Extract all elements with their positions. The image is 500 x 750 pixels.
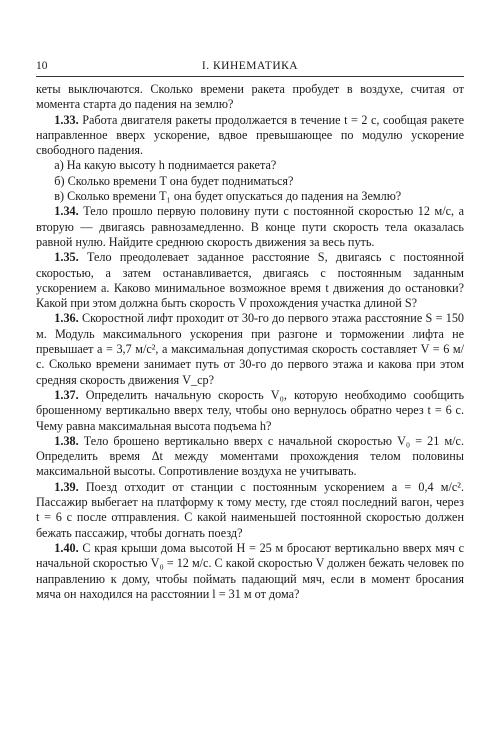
problem-number: 1.40.: [54, 540, 79, 555]
page-number: 10: [36, 60, 48, 72]
problem-1-35: 1.35. Тело преодолевает заданное расстояние S, двигаясь с постоянной скоростью, а затем останавливается, двигаясь с постоянным заданным ускорением a. Каково минимальное возможное время t движения до остановки? Какой при этом должна быть скорость V прохождения участка длиной S?: [36, 250, 464, 311]
problem-number: 1.35.: [54, 250, 79, 265]
problem-1-33-part-a: а) На какую высоту h поднимается ракета?: [54, 158, 277, 173]
problem-number: 1.39.: [54, 479, 79, 494]
problem-1-37: 1.37. Определить начальную скорость V₀, которую необходимо сообщить брошенному вертикально вверх телу, чтобы оно вернулось обратно через t = 6 с. Чему равна максимальная высота подъема h?: [36, 387, 464, 433]
problem-1-36: 1.36. Скоростной лифт проходит от 30-го до первого этажа расстояние S = 150 м. Модуль максимального ускорения при разгоне и торможении лифта не превышает a = 3,7 м/с², а максимальная допустимая скорость составляет V = 6 м/с. Сколько времени занимает путь от 30-го до первого этажа и какова при этом средняя скорость движения V_ср?: [36, 311, 465, 387]
problem-number: 1.34.: [54, 204, 79, 219]
problem-number: 1.36.: [54, 311, 79, 326]
page-content: [36, 82, 464, 602]
problem-1-33: 1.33. Работа двигателя ракеты продолжается в течение t = 2 с, сообщая ракете направленное вверх ускорение, вдвое превышающее по модулю ускорение свободного падения.: [36, 112, 465, 158]
page-header: [36, 60, 464, 77]
running-title: I. КИНЕМАТИКА: [201, 60, 299, 72]
problem-1-40: 1.40. С края крыши дома высотой H = 25 м бросают вертикально вверх мяч с начальной скоростью V₀ = 12 м/с. С какой скоростью V должен бежать человек по направлению к дому, чтобы поймать падающий мяч, если в момент бросания мяча он находился на расстоянии l = 31 м от дома?: [36, 540, 465, 601]
problem-1-39: 1.39. Поезд отходит от станции с постоянным ускорением a = 0,4 м/с². Пассажир выбегает на платформу к тому месту, где стоял последний вагон, через t = 6 с после отправления. С какой наименьшей постоянной скоростью должен бежать пассажир, чтобы догнать поезд?: [36, 479, 464, 540]
problem-1-33-part-c: в) Сколько времени T₁ она будет опускаться до падения на Землю?: [54, 189, 402, 204]
paragraph-continuation: кеты выключаются. Сколько времени ракета пробудет в воздухе, считая от момента старта до падения на землю?: [36, 82, 464, 112]
problem-1-38: 1.38. Тело брошено вертикально вверх с начальной скоростью V₀ = 21 м/с. Определить время Δt между моментами прохождения телом половины максимальной высоты. Сопротивление воздуха не учитывать.: [36, 433, 465, 479]
problem-number: 1.38.: [54, 433, 79, 448]
problem-1-33-part-b: б) Сколько времени T она будет подниматься?: [54, 173, 294, 188]
problem-number: 1.33.: [54, 112, 79, 127]
problem-number: 1.37.: [54, 387, 79, 402]
problem-1-34: 1.34. Тело прошло первую половину пути с постоянной скоростью 12 м/с, а вторую — двигаясь равнозамедленно. В конце пути скорость тела оказалась равной нулю. Найдите среднюю скорость движения за весь путь.: [36, 204, 465, 249]
